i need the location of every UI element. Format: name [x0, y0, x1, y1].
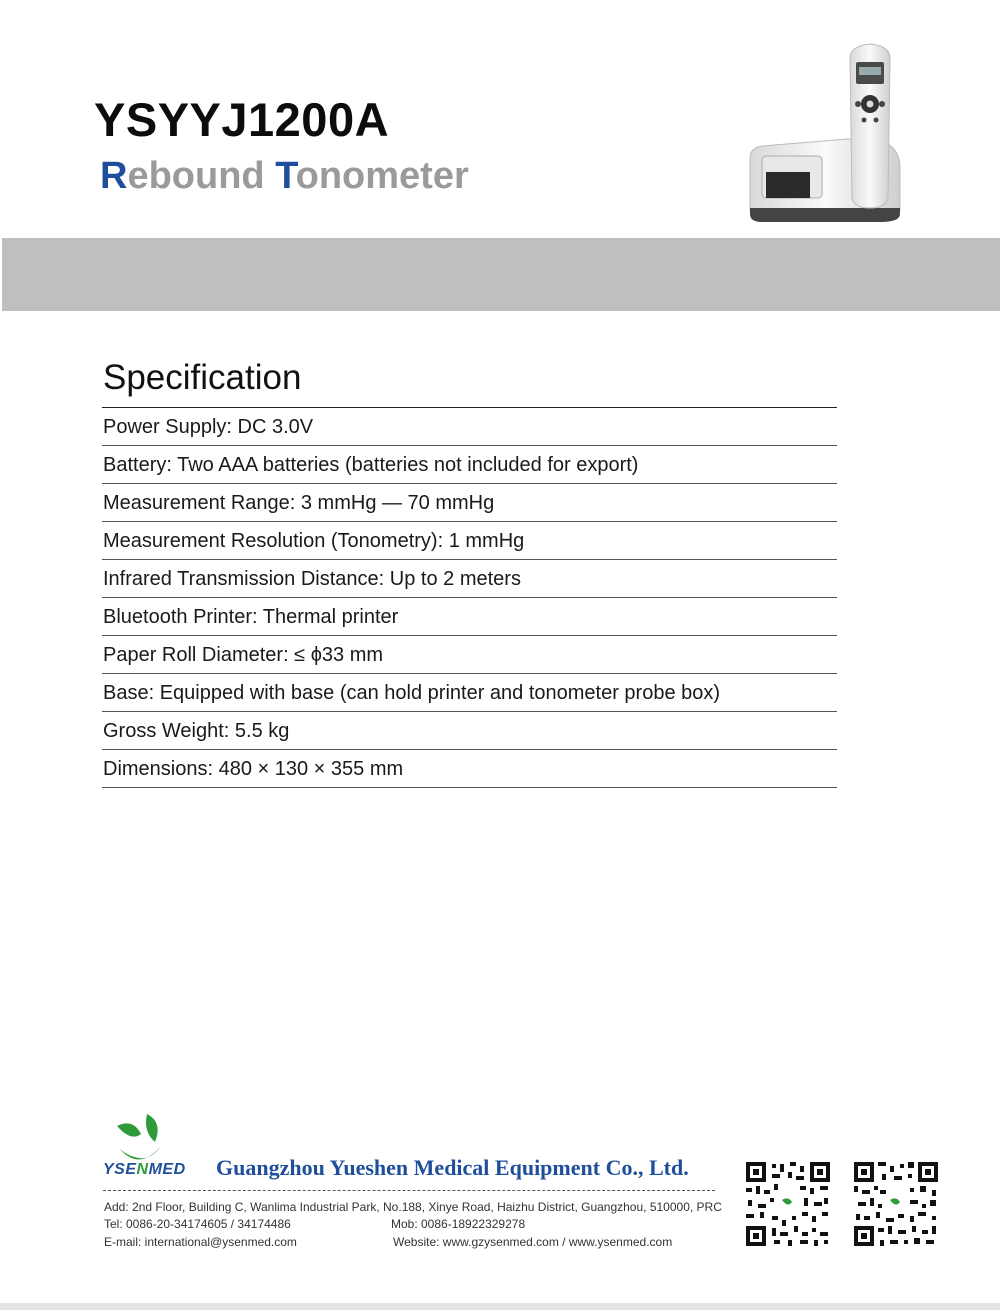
spec-row: Measurement Range: 3 mmHg — 70 mmHg [102, 484, 837, 522]
product-name: Rebound Tonometer [100, 155, 469, 197]
spec-table [102, 407, 837, 788]
spec-row: Battery: Two AAA batteries (batteries not included for export) [102, 446, 837, 484]
spec-row: Base: Equipped with base (can hold printer and tonometer probe box) [102, 674, 837, 712]
product-model: YSYYJ1200A [94, 93, 390, 146]
page-bottom-bar [0, 1303, 1000, 1310]
spec-row: Measurement Resolution (Tonometry): 1 mmHg [102, 522, 837, 560]
qr-code-icon [744, 1160, 832, 1248]
spec-title: Specification [103, 358, 302, 397]
spec-row: Power Supply: DC 3.0V [102, 408, 837, 446]
company-website: Website: www.gzysenmed.com / www.ysenmed.com [393, 1235, 673, 1249]
qr-code-icon [852, 1160, 940, 1248]
company-email: E-mail: international@ysenmed.com [104, 1235, 297, 1249]
company-address: Add: 2nd Floor, Building C, Wanlima Industrial Park, No.188, Xinye Road, Haizhu District, Guangzhou, 510000, PRC [104, 1200, 722, 1214]
logo-wordmark: YSENMED [103, 1161, 186, 1178]
footer-divider [103, 1190, 715, 1191]
tonometer-device-image [740, 38, 910, 228]
company-mob: Mob: 0086-18922329278 [391, 1217, 526, 1231]
spec-row: Gross Weight: 5.5 kg [102, 712, 837, 750]
header-band [2, 238, 1000, 311]
company-name: Guangzhou Yueshen Medical Equipment Co., Ltd. [216, 1155, 689, 1180]
spec-row: Dimensions: 480 × 130 × 355 mm [102, 750, 837, 788]
spec-row: Paper Roll Diameter: ≤ ϕ33 mm [102, 636, 837, 674]
spec-row: Bluetooth Printer: Thermal printer [102, 598, 837, 636]
company-tel: Tel: 0086-20-34174605 / 34174486 [104, 1217, 291, 1231]
spec-row: Infrared Transmission Distance: Up to 2 meters [102, 560, 837, 598]
